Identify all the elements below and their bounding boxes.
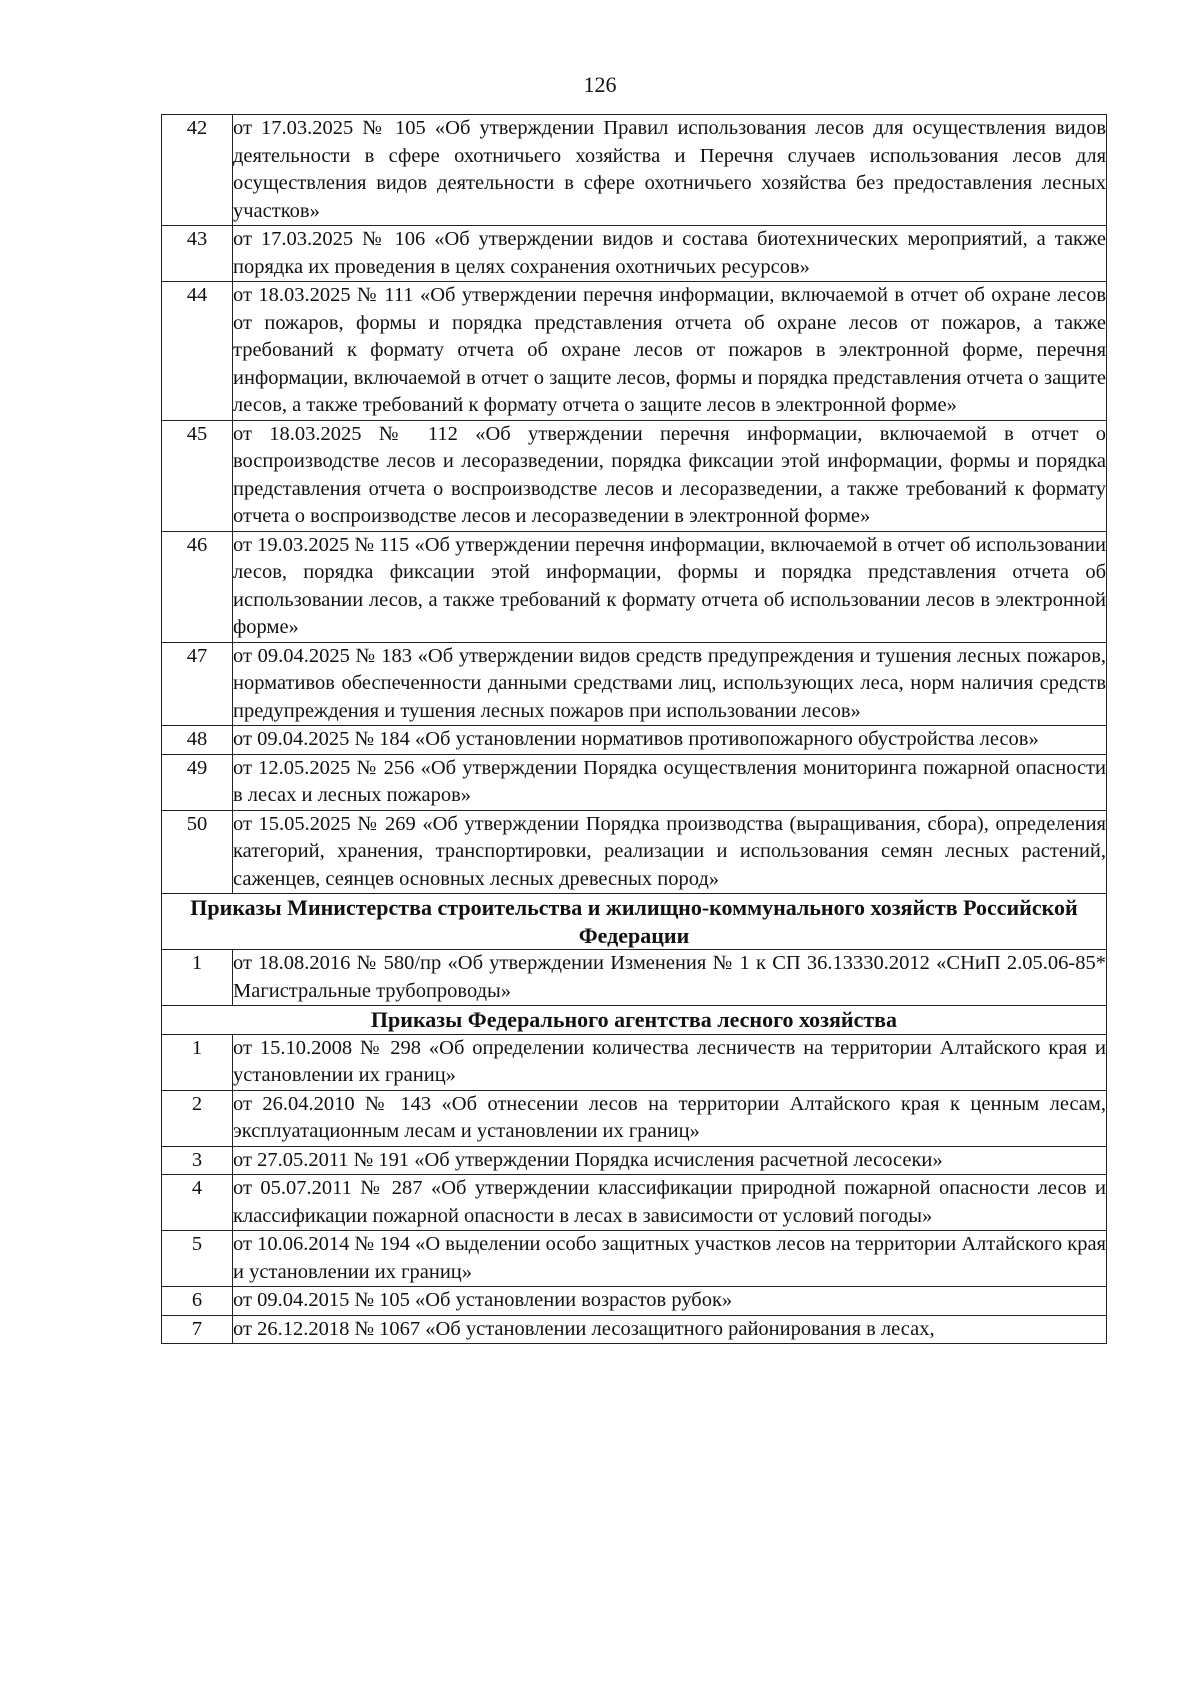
table-row (162, 754, 1107, 810)
row-text: от 27.05.2011 № 191 «Об утверждении Порядка исчисления расчетной лесосеки» (233, 1146, 1107, 1175)
row-number: 7 (162, 1315, 233, 1344)
row-text: от 15.10.2008 № 298 «Об определении количества лесничеств на территории Алтайского края и установлении их границ» (233, 1034, 1107, 1090)
table-row (162, 1034, 1107, 1090)
row-number: 49 (162, 754, 233, 810)
row-text: от 09.04.2025 № 183 «Об утверждении видов средств предупреждения и тушения лесных пожаров, нормативов обеспеченности данными средствами лиц, использующих леса, норм наличия средств предупреждения и тушения лесных пожаров при использовании лесов» (233, 642, 1107, 726)
table-row (162, 282, 1107, 421)
table-row (162, 531, 1107, 642)
row-text: от 19.03.2025 № 115 «Об утверждении перечня информации, включаемой в отчет об использовании лесов, порядка фиксации этой информации, формы и порядка представления отчета об использовании лесов, а также требований к формату отчета об использовании лесов в электронной форме» (233, 531, 1107, 642)
section-header-row (162, 894, 1107, 950)
table-row (162, 810, 1107, 894)
table-row (162, 420, 1107, 531)
table-row (162, 1090, 1107, 1146)
row-number: 44 (162, 282, 233, 421)
row-number: 45 (162, 420, 233, 531)
table-row (162, 950, 1107, 1006)
table-row (162, 726, 1107, 755)
table-row (162, 1175, 1107, 1231)
row-number: 6 (162, 1287, 233, 1316)
section-header-row (162, 1006, 1107, 1035)
row-number: 43 (162, 226, 233, 282)
row-text: от 18.03.2025 № 112 «Об утверждении перечня информации, включаемой в отчет о воспроизводстве лесов и лесоразведении, порядка фиксации этой информации, формы и порядка представления отчета о воспроизводстве лесов и лесоразведении, а также требований к формату отчета о воспроизводстве лесов и лесоразведении в электронной форме» (233, 420, 1107, 531)
row-number: 46 (162, 531, 233, 642)
row-number: 4 (162, 1175, 233, 1231)
table-row (162, 115, 1107, 226)
table-row (162, 1287, 1107, 1316)
row-text: от 26.12.2018 № 1067 «Об установлении лесозащитного районирования в лесах, (233, 1315, 1107, 1344)
table-row (162, 1146, 1107, 1175)
row-text: от 18.08.2016 № 580/пр «Об утверждении Изменения № 1 к СП 36.13330.2012 «СНиП 2.05.06-85* Магистральные трубопроводы» (233, 950, 1107, 1006)
row-number: 42 (162, 115, 233, 226)
table-row (162, 1315, 1107, 1344)
table-row (162, 226, 1107, 282)
row-text: от 05.07.2011 № 287 «Об утверждении классификации природной пожарной опасности лесов и классификации пожарной опасности в лесах в зависимости от условий погоды» (233, 1175, 1107, 1231)
row-text: от 12.05.2025 № 256 «Об утверждении Порядка осуществления мониторинга пожарной опасности в лесах и лесных пожаров» (233, 754, 1107, 810)
section-header: Приказы Федерального агентства лесного хозяйства (162, 1006, 1107, 1035)
document-table (161, 114, 1107, 1344)
table-row (162, 1231, 1107, 1287)
row-text: от 17.03.2025 № 105 «Об утверждении Правил использования лесов для осуществления видов деятельности в сфере охотничьего хозяйства и Перечня случаев использования лесов для осуществления видов деятельности в сфере охотничьего хозяйства без предоставления лесных участков» (233, 115, 1107, 226)
row-text: от 09.04.2015 № 105 «Об установлении возрастов рубок» (233, 1287, 1107, 1316)
section-header: Приказы Министерства строительства и жилищно-коммунального хозяйств Российской Федерации (162, 894, 1107, 950)
row-number: 50 (162, 810, 233, 894)
row-number: 1 (162, 1034, 233, 1090)
row-text: от 18.03.2025 № 111 «Об утверждении перечня информации, включаемой в отчет об охране лесов от пожаров, формы и порядка представления отчета об охране лесов от пожаров, а также требований к формату отчета об охране лесов от пожаров в электронной форме, перечня информации, включаемой в отчет о защите лесов, формы и порядка представления отчета о защите лесов, а также требований к формату отчета о защите лесов в электронной форме» (233, 282, 1107, 421)
document-table-body (162, 115, 1107, 1344)
row-text: от 09.04.2025 № 184 «Об установлении нормативов противопожарного обустройства лесов» (233, 726, 1107, 755)
row-text: от 10.06.2014 № 194 «О выделении особо защитных участков лесов на территории Алтайского края и установлении их границ» (233, 1231, 1107, 1287)
page-number: 126 (583, 72, 617, 97)
row-number: 47 (162, 642, 233, 726)
row-text: от 17.03.2025 № 106 «Об утверждении видов и состава биотехнических мероприятий, а также порядка их проведения в целях сохранения охотничьих ресурсов» (233, 226, 1107, 282)
row-text: от 15.05.2025 № 269 «Об утверждении Порядка производства (выращивания, сбора), определения категорий, хранения, транспортировки, реализации и использования семян лесных растений, саженцев, сеянцев основных лесных древесных пород» (233, 810, 1107, 894)
table-row (162, 642, 1107, 726)
row-number: 48 (162, 726, 233, 755)
row-number: 3 (162, 1146, 233, 1175)
row-number: 2 (162, 1090, 233, 1146)
row-text: от 26.04.2010 № 143 «Об отнесении лесов на территории Алтайского края к ценным лесам, эксплуатационным лесам и установлении их границ» (233, 1090, 1107, 1146)
row-number: 1 (162, 950, 233, 1006)
row-number: 5 (162, 1231, 233, 1287)
